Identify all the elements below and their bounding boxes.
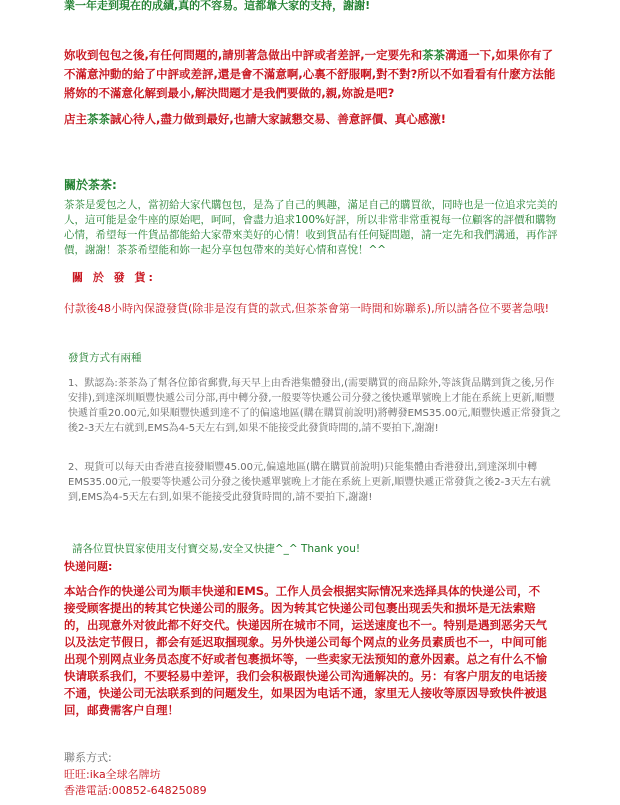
contact-heading: 聯系方式: [64,751,112,764]
about-body: 茶茶是愛包之人，當初給大家代購包包，是為了自己的興趣，滿足自己的購買欲，同時也是一位追求完美的人，這可能是金牛座的原始吧，呵呵，會盡力追求100%好評，所以非常非常重視每一位顧客的評價和購物心情，希望每一件貨品都能給大家帶來美好的心情！收到貨品有任何疑問題，請一定先和我們溝通，再作評價，謝謝！茶茶希望能和妳一起分享包包帶來的美好心情和喜悅！^^ [64,199,558,256]
pledge-shop-name: 茶茶 [87,112,110,126]
pledge-part1: 店主 [64,112,87,126]
notice-part2: 溝通一下,如果你有了不滿意沖動的給了中評或差評,還是會不滿意啊,心裏不舒服啊,對不對?所以不如看看有什麽方法能將妳的不滿意化解到最小,解決問題才是我們要做的,親,妳說是吧? [64,48,556,100]
contact-phone: 香港電話:00852-64825089 [64,784,207,797]
shipping-method-1: 1、默認為:茶茶為了幫各位節省郵費,每天早上由香港集體發出,(需要購買的商品除外,等該貨品購到貨之後,另作安排),到達深圳順豐快遞公司分部,再中轉分發,一般要等快遞公司分發之後快遞單號晚上才能在系統上更新,順豐快遞首重20.00元,如果順豐快遞到達不了的偏遠地區(購在購買前說明)將轉發EMS35.00元,順豐快遞正常發貨之後2-3天左右就到,EMS為4-5天左右到,如果不能接受此發貨時間的,請不要拍下,謝謝! [68,378,561,434]
notice-shop-name: 茶茶 [422,48,446,62]
after-sale-notice [64,46,564,103]
courier-body: 本站合作的快递公司为顺丰快递和EMS。工作人员会根据实际情况来选择具体的快递公司，不接受顾客提出的转其它快递公司的服务。因为转其它快递公司包裹出现丢失和损坏是无法索赔的，出现意外对彼此都不好交代。快递因所在城市不同，运送速度也不一。特别是遇到恶劣天气以及法定节假日，都会有延迟取掴现象。另外快递公司每个网点的业务员素质也不一，中间可能出现个别网点业务员态度不好或者包裹损坏等，一些卖家无法预知的意外因素。总之有什么不愉快请联系我们，不要轻易中差评，我们会积极跟快递公司沟通解决的。另：有客户朋友的电话接不通，快递公司无法联系到的问题发生，如果因为电话不通，家里无人接收等原因导致快件被退回，邮费需客户自理！ [64,584,547,717]
shipping-method-2: 2、現貨可以每天由香港直接發順豐45.00元,偏遠地區(購在購買前說明)只能集體由香港發出,到達深圳中轉EMS35.00元,一般要等快遞公司分發之後快遞單號晚上才能在系統上更新,順豐快遞正常發貨之後2-3天左右就到,EMS為4-5天左右到,如果不能接受此發貨時間的,請不要拍下,謝謝! [68,462,551,503]
pledge-part2: 誠心待人,盡力做到最好,也請大家誠懇交易、善意評價、真心感激! [110,112,446,126]
intro-tail-text: 業一年走到現在的成績,真的不容易。這都靠大家的支持，謝謝! [64,0,371,12]
contact-wangwang: 旺旺:ika全球名牌坊 [64,768,161,781]
shipping-promise: 付款後48小時內保證發貨(除非是沒有貨的款式,但茶茶會第一時間和妳聯系),所以請各位不要著急哦! [64,302,549,315]
shipping-heading: 關 於 發 貨: [72,271,156,284]
courier-heading: 快递问题: [64,560,113,573]
shipping-methods-heading: 發貨方式有兩種 [68,352,142,364]
notice-part1: 妳收到包包之後,有任何問題的,請別著急做出中評或者差評,一定要先和 [64,48,423,62]
about-heading: 關於茶茶: [64,178,117,192]
payment-note: 請各位買快買家使用支付寶交易,安全又快捷^_^ Thank you! [72,543,361,555]
shop-pledge [64,110,564,129]
